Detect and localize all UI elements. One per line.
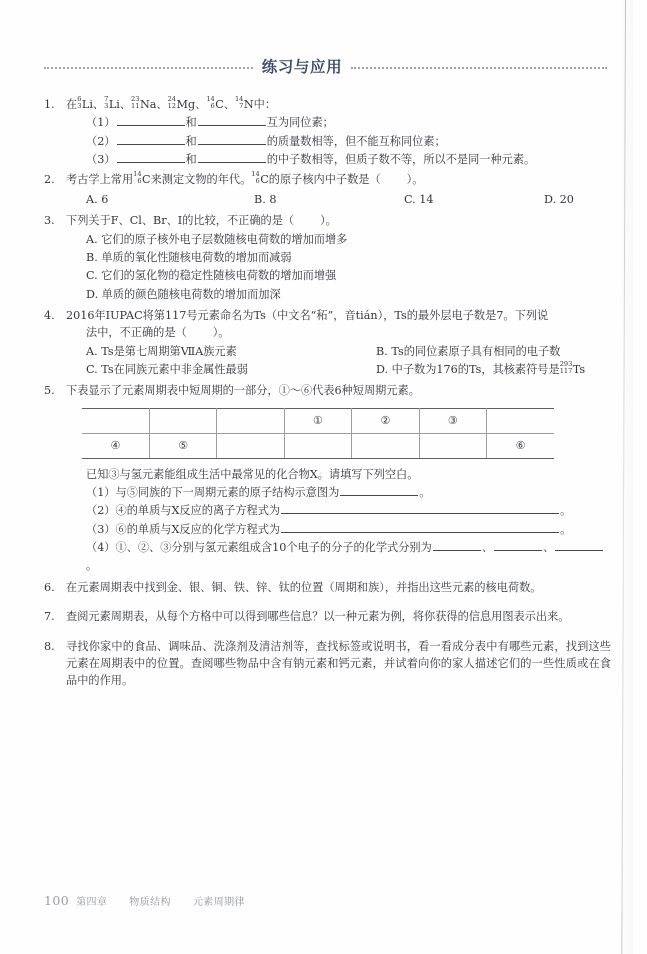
isotope-c14: 14 6 C	[251, 170, 269, 187]
isotope-c14: 14 6 C	[206, 94, 224, 111]
isotope-li6: 6 3 Li	[77, 94, 93, 111]
question-2-text-a: 考古学上常用	[66, 173, 134, 187]
question-4-stem	[66, 307, 611, 324]
question-4-line2-tail: ）。	[212, 326, 230, 340]
question-1-tail: 中：	[253, 98, 277, 111]
question-3-text: 下列关于F、Cl、Br、I的比较，不正确的是（	[66, 214, 295, 228]
cell-r1c7[interactable]	[487, 408, 554, 433]
section-header	[44, 55, 607, 77]
sub-label: （4）	[86, 541, 116, 555]
question-2-text-c: 的原子核内中子数是（	[268, 173, 381, 187]
question-2-text-b: 来测定文物的年代。	[150, 173, 252, 187]
dotted-rule-right	[351, 67, 607, 69]
option-a[interactable]: A. 它们的原子核外电子层数随核电荷数的增加而增多	[86, 232, 348, 246]
question-3-number: 3.	[44, 214, 55, 228]
question-5	[0, 382, 647, 399]
page-footer	[44, 893, 245, 908]
cell-r1c4[interactable]: ①	[284, 408, 351, 433]
sub-text: ⑥的单质与X反应的化学方程式为	[115, 522, 281, 536]
sub-label: （1）	[86, 116, 116, 130]
question-7	[0, 608, 647, 625]
sub-mid: 和	[185, 116, 197, 130]
option-a[interactable]: A. 6	[86, 192, 109, 206]
question-1-stem: 在 6 3 Li、 7 3 Li、 23 11 Na、 24 12 Mg、 14 6 C、 14 7 N中：	[66, 96, 611, 113]
question-5-note: 已知③与氢元素能组成生活中最常见的化合物X。请填写下列空白。	[86, 467, 419, 481]
answer-blank[interactable]	[555, 539, 603, 551]
question-1-sub-2	[66, 133, 611, 150]
periodic-table-fragment-wrap	[0, 408, 647, 459]
question-5-sub-4	[66, 539, 611, 574]
cell-r1c2[interactable]	[149, 408, 216, 433]
cell-r2c2[interactable]: ⑤	[149, 433, 216, 458]
isotope-ts293: 293 117 Ts	[559, 359, 586, 377]
sub-sep-1: 、	[481, 541, 494, 555]
question-4	[0, 307, 647, 378]
sub-label: （3）	[86, 522, 116, 536]
answer-blank[interactable]	[494, 539, 542, 551]
question-4-line1: 2016年IUPAC将第117号元素命名为Ts（中文名“	[66, 308, 317, 322]
question-1-sub-1	[66, 114, 611, 131]
sub-mid: 和	[185, 153, 197, 167]
sub-tail: 。	[419, 486, 431, 500]
question-5-sub-3	[66, 521, 611, 538]
chapter-label: 第四章	[76, 897, 108, 908]
table-row	[82, 433, 554, 458]
sub-text: ①、②、③分别与氢元素组成含10个电子的分子的化学式分别为	[115, 541, 432, 555]
question-4-options-row-1	[66, 343, 611, 360]
question-1-lead: 在	[66, 98, 78, 111]
question-8-stem: 寻找你家中的食品、调味品、洗涤剂及清洁剂等，查找标签或说明书，看一看成分表中有哪些元素，找到这些元素在周期表中的位置。查阅哪些物品中含有钠元素和钙元素，并试着向你的家人描述它们的一些性质或在食品中的作用。	[66, 639, 611, 688]
sub-tail: 。	[86, 558, 98, 572]
question-5-sub-2	[66, 502, 611, 519]
periodic-table-fragment	[82, 408, 554, 459]
answer-blank[interactable]	[198, 133, 266, 145]
question-5-body	[0, 466, 647, 574]
answer-blank[interactable]	[117, 151, 185, 163]
question-3-text-tail: ）。	[320, 214, 337, 228]
cell-r1c6[interactable]: ③	[419, 408, 486, 433]
sub-sep-2: 、	[543, 541, 555, 555]
question-5-sub-1	[66, 484, 611, 501]
isotope-mg24: 24 12 Mg	[167, 94, 196, 111]
cell-r2c6[interactable]	[419, 433, 486, 458]
answer-blank[interactable]	[198, 114, 266, 126]
table-row	[82, 408, 554, 433]
answer-blank[interactable]	[281, 521, 559, 533]
option-a[interactable]: A. Ts是第七周期第ⅦA族元素	[86, 344, 237, 358]
option-c[interactable]: C. 它们的氢化物的稳定性随核电荷数的增加而增强	[86, 269, 337, 283]
answer-blank[interactable]	[281, 502, 559, 514]
answer-blank[interactable]	[433, 539, 481, 551]
question-8	[0, 638, 647, 690]
page-number: 100	[44, 893, 70, 908]
cell-r2c7[interactable]: ⑥	[487, 433, 554, 458]
question-2-options	[66, 191, 611, 208]
sub-tail: 。	[560, 522, 572, 536]
answer-blank[interactable]	[198, 151, 266, 163]
question-4-line2: 法中，不正确的是（	[86, 326, 187, 340]
sub-mid: 和	[185, 134, 197, 148]
cell-r1c3[interactable]	[217, 408, 284, 433]
option-d[interactable]: D. 20	[544, 192, 574, 206]
question-6	[0, 579, 647, 596]
question-2	[0, 171, 647, 208]
question-1-number: 1.	[44, 98, 55, 111]
question-3-stem	[66, 212, 611, 229]
question-1-sub-3	[66, 151, 611, 168]
option-d[interactable]	[376, 361, 585, 378]
question-4-stem-line2	[66, 324, 611, 341]
sub-label: （2）	[86, 134, 116, 148]
option-c[interactable]: C. 14	[404, 192, 434, 206]
dotted-rule-left	[44, 67, 253, 69]
sub-label: （2）	[86, 504, 116, 518]
cell-r2c3[interactable]	[217, 433, 284, 458]
sub-tail: 互为同位素；	[266, 116, 334, 130]
option-c[interactable]: C. Ts在同族元素中非金属性最弱	[86, 363, 248, 377]
question-5-stem: 下表显示了元素周期表中短周期的一部分，①～⑥代表6种短周期元素。	[66, 384, 420, 398]
answer-blank[interactable]	[117, 114, 185, 126]
sub-text: 与⑤同族的下一周期元素的原子结构示意图为	[115, 486, 340, 500]
question-2-stem	[66, 171, 611, 188]
question-7-number: 7.	[44, 610, 55, 624]
question-3	[0, 212, 647, 303]
isotope-c14: 14 6 C	[133, 170, 151, 187]
question-4-options-row-2	[66, 361, 611, 378]
sub-text: ④的单质与X反应的离子方程式为	[115, 504, 281, 518]
section-title: 练习与应用	[261, 58, 343, 76]
option-b[interactable]: B. 8	[254, 192, 277, 206]
chapter-title-b: 元素周期律	[192, 897, 245, 908]
sub-label: （1）	[86, 486, 116, 500]
isotope-n14: 14 7 N	[234, 94, 254, 111]
exercise-list	[0, 96, 647, 691]
question-1	[0, 96, 647, 168]
cell-r1c5[interactable]: ②	[352, 408, 419, 433]
cell-r2c4[interactable]	[284, 433, 351, 458]
question-2-number: 2.	[44, 173, 55, 187]
isotope-na23: 23 11 Na	[131, 94, 157, 111]
sub-tail: 。	[560, 504, 572, 518]
option-b[interactable]: B. Ts的同位素原子具有相同的电子数	[376, 344, 561, 358]
option-d[interactable]: D. 单质的颜色随核电荷数的增加而加深	[86, 287, 281, 301]
question-4-line1b: ”，音tián），Ts的最外层电子数是7。下列说	[327, 308, 549, 322]
cell-r2c1[interactable]: ④	[82, 433, 149, 458]
question-7-stem: 查阅元素周期表，从每个方格中可以得到哪些信息？以一种元素为例，将你获得的信息用图表示出来。	[66, 610, 570, 624]
sub-label: （3）	[86, 153, 116, 167]
chapter-title-a: 物质结构	[129, 897, 171, 908]
question-6-number: 6.	[44, 580, 55, 594]
option-b[interactable]: B. 单质的氧化性随核电荷数的增加而减弱	[86, 250, 292, 264]
sub-tail: 的中子数相等，但质子数不等，所以不是同一种元素。	[266, 153, 536, 167]
answer-blank[interactable]	[117, 133, 185, 145]
question-6-stem: 在元素周期表中找到金、银、铜、铁、锌、钛的位置（周期和族），并指出这些元素的核电荷数。	[66, 580, 542, 594]
isotope-li7: 7 3 Li	[104, 94, 120, 111]
question-4-char: 䄷	[316, 308, 328, 322]
cell-r2c5[interactable]	[352, 433, 419, 458]
question-8-number: 8.	[44, 639, 55, 653]
cell-r1c1[interactable]	[82, 408, 149, 433]
sub-tail: 的质量数相等，但不能互称同位素；	[266, 134, 446, 148]
question-4-number: 4.	[44, 308, 55, 322]
question-2-text-d: ）。	[406, 173, 424, 187]
answer-blank[interactable]	[340, 484, 418, 496]
question-5-number: 5.	[44, 384, 55, 398]
option-d-text: D. 中子数为176的Ts，其核素符号是	[376, 363, 560, 377]
